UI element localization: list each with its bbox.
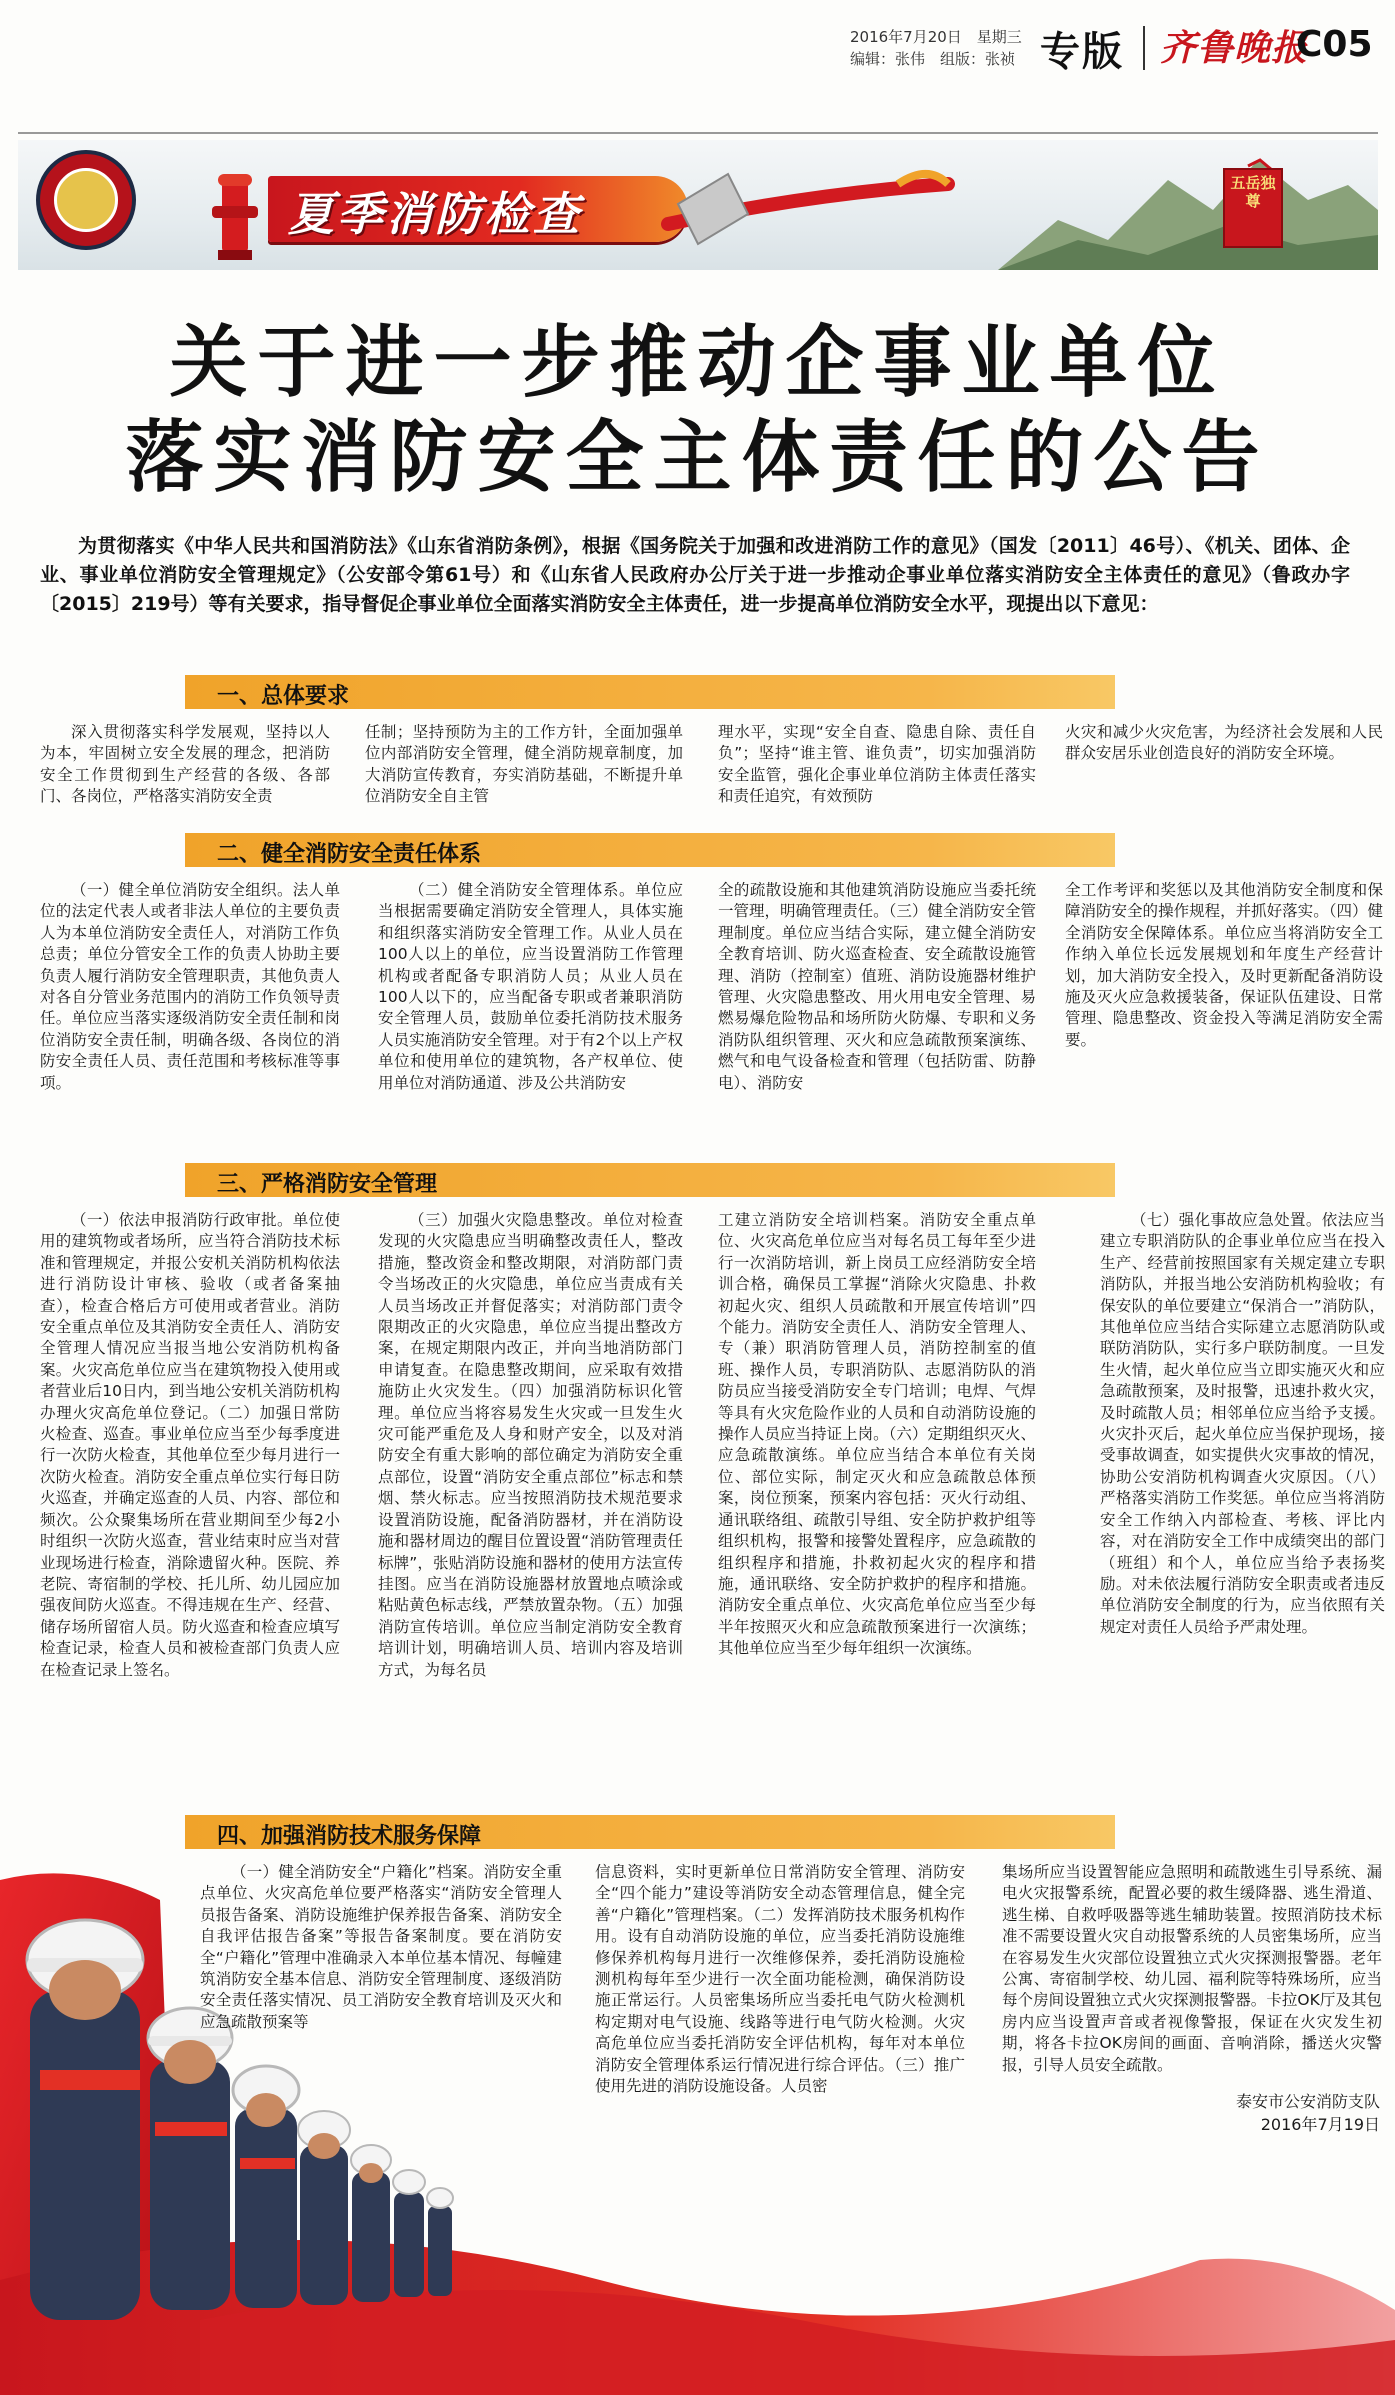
section-header-1 (185, 675, 1115, 709)
emblem-center (54, 168, 118, 232)
paragraph: 火灾和减少火灾危害，为经济社会发展和人民群众安居乐业创造良好的消防安全环境。 (1065, 723, 1383, 763)
section-3-column-2 (378, 1210, 683, 1800)
fire-axe-icon (658, 154, 958, 264)
paragraph: （三）加强火灾隐患整改。单位对检查发现的火灾隐患应当明确整改责任人，整改措施，整改资金和整改期限，对消防部门责令当场改正的火灾隐患，单位应当责成有关人员当场改正并督促落实；对消防部门责令限期改正的火灾隐患，单位应当提出整改方案，在规定期限内改正，并向当地消防部门申请复查。在隐患整改期间，应采取有效措施防止火灾发生。（四）加强消防标识化管理。单位应当将容易发生火灾或一旦发生火灾可能严重危及人身和财产安全，以及对消防安全有重大影响的部位确定为消防安全重点部位，设置“消防安全重点部位”标志和禁烟、禁火标志。应当按照消防技术规范要求设置消防设施，配备消防器材，并在消防设施和器材周边的醒目位置设置“消防管理责任标牌”，张贴消防设施和器材的使用方法宣传挂图。应当在消防设施器材放置地点喷涂或粘贴黄色标志线，严禁放置杂物。（五）加强消防宣传培训。单位应当制定消防安全教育培训计划，明确培训人员、培训内容及培训方式，为每名员 (378, 1211, 683, 1679)
paragraph: （一）健全消防安全“户籍化”档案。消防安全重点单位、火灾高危单位要严格落实“消防安全管理人员报告备案、消防设施维护保养报告备案、消防安全自我评估报告备案”等报告备案制度。要在消防安全“户籍化”管理中准确录入本单位基本情况、每幢建筑消防安全基本信息、消防安全管理制度、逐级消防安全责任落实情况、员工消防安全教育培训及灭火和应急疏散预案等 (200, 1863, 562, 2031)
paragraph: 全工作考评和奖惩以及其他消防安全制度和保障消防安全的操作规程，并抓好落实。（四）健全消防安全保障体系。单位应当将消防安全工作纳入单位长远发展规划和年度生产经营计划，加大消防安全投入，及时更新配备消防设施及灭火应急救援装备，保证队伍建设、日常管理、隐患整改、资金投入等满足消防安全需要。 (1065, 881, 1383, 1049)
section-4-column-2 (595, 1862, 965, 2182)
paragraph: 任制；坚持预防为主的工作方针，全面加强单位内部消防安全管理，健全消防规章制度，加大消防宣传教育，夯实消防基础，不断提升单位消防安全自主管 (365, 723, 683, 806)
banner-title: 夏季消防检查 (288, 187, 582, 241)
headline-line-2: 落实消防安全主体责任的公告 (125, 412, 1270, 503)
section-title: 一、总体要求 (217, 684, 350, 709)
section-1-column-1 (40, 722, 330, 820)
section-header-3 (185, 1163, 1115, 1197)
mountain-illustration (998, 140, 1378, 270)
masthead-rule (18, 132, 1378, 134)
section-header-4 (185, 1815, 1115, 1849)
section-title: 三、严格消防安全管理 (217, 1172, 438, 1197)
intro-paragraph: 为贯彻落实《中华人民共和国消防法》《山东省消防条例》，根据《国务院关于加强和改进消防工作的意见》（国发〔2011〕46号）、《机关、团体、企业、事业单位消防安全管理规定》（公安部令第61号）和《山东省人民政府办公厅关于进一步推动企事业单位落实消防安全主体责任的意见》（鲁政办字〔2015〕219号）等有关要求，指导督促企事业单位全面落实消防安全主体责任，进一步提高单位消防安全水平，现提出以下意见： (40, 535, 1350, 615)
paragraph: 深入贯彻落实科学发展观，坚持以人为本，牢固树立安全发展的理念，把消防安全工作贯彻到生产经营的各级、各部门、各岗位，严格落实消防安全责 (40, 723, 330, 806)
paragraph: 全的疏散设施和其他建筑消防设施应当委托统一管理，明确管理责任。（三）健全消防安全管理制度。单位应当结合实际，建立健全消防安全教育培训、防火巡查检查、安全疏散设施管理、消防（控制室）值班、消防设施器材维护管理、火灾隐患整改、用火用电安全管理、易燃易爆危险物品和场所防火防爆、专职和义务消防队组织管理、灭火和应急疏散预案演练、燃气和电气设备检查和管理（包括防雷、防静电）、消防安 (718, 881, 1036, 1092)
section-banner (18, 140, 1378, 270)
seal-text: 五岳独尊 (1230, 174, 1276, 210)
section-3-column-3 (718, 1210, 1036, 1800)
section-4-column-3 (1002, 1862, 1382, 2087)
signature-date: 2016年7月19日 (1260, 2115, 1380, 2134)
paragraph: （一）健全单位消防安全组织。法人单位的法定代表人或者非法人单位的主要负责人为本单位消防安全责任人，对消防工作负总责；单位分管安全工作的负责人协助主要负责人履行消防安全管理职责，其他负责人对各自分管业务范围内的消防工作负领导责任。单位应当落实逐级消防安全责任制和岗位消防安全责任制，明确各级、各岗位的消防安全责任人员、责任范围和考核标准等事项。 (40, 881, 340, 1092)
paragraph: （二）健全消防安全管理体系。单位应当根据需要确定消防安全管理人，具体实施和组织落实消防安全管理工作。从业人员在100人以上的单位，应当设置消防工作管理机构或者配备专职消防人员；从业人员在100人以下的，应当配备专职或者兼职消防安全管理人员，鼓励单位委托消防技术服务人员实施消防安全管理。对于有2个以上产权单位和使用单位的建筑物，各产权单位、使用单位对消防通道、涉及公共消防安 (378, 881, 683, 1092)
edition-label: 专版 (1040, 29, 1124, 75)
headline-line-1: 关于进一步推动企事业单位 (169, 317, 1226, 408)
section-1-column-3 (718, 722, 1036, 820)
section-2-column-3 (718, 880, 1036, 1145)
paragraph: （一）依法申报消防行政审批。单位使用的建筑物或者场所，应当符合消防技术标准和管理规定，并报公安机关消防机构依法进行消防设计审核、验收（或者备案抽查），检查合格后方可使用或者营业。消防安全重点单位及其消防安全责任人、消防安全管理人情况应当报当地公安消防机构备案。火灾高危单位应当在建筑物投入使用或者营业后10日内，到当地公安机关消防机构办理火灾高危单位登记。（二）加强日常防火检查、巡查。事业单位应当至少每季度进行一次防火检查，其他单位至少每月进行一次防火检查。消防安全重点单位实行每日防火巡查，并确定巡查的人员、内容、部位和频次。公众聚集场所在营业期间至少每2小时组织一次防火巡查，营业结束时应当对营业现场进行检查，消除遗留火种。医院、养老院、寄宿制的学校、托儿所、幼儿园应加强夜间防火巡查。不得违规在生产、经营、储存场所留宿人员。防火巡查和检查应填写检查记录，检查人员和被检查部门负责人应在检查记录上签名。 (40, 1211, 340, 1679)
masthead-divider (1143, 26, 1145, 70)
signature-block (1150, 2090, 1380, 2136)
section-2-column-1 (40, 880, 340, 1145)
issue-date: 2016年7月20日 星期三 (850, 28, 1022, 46)
paragraph: 工建立消防安全培训档案。消防安全重点单位、火灾高危单位应当对每名员工每年至少进行一次消防培训，新上岗员工应经消防安全培训合格，确保员工掌握“消除火灾隐患、扑救初起火灾、组织人员疏散和开展宣传培训”四个能力。消防安全责任人、消防安全管理人、专（兼）职消防管理人员，消防控制室的值班、操作人员，专职消防队、志愿消防队的消防员应当接受消防安全专门培训；电焊、气焊等具有火灾危险作业的人员和自动消防设施的操作人员应当持证上岗。（六）定期组织灭火、应急疏散演练。单位应当结合本单位有关岗位、部位实际，制定灭火和应急疏散总体预案，岗位预案，预案内容包括：灭火行动组、通讯联络组、疏散引导组、安全防护救护组等组织机构，报警和接警处置程序，应急疏散的组织程序和措施，扑救初起火灾的程序和措施，通讯联络、安全防护救护的程序和措施。消防安全重点单位、火灾高危单位应当至少每半年按照灭火和应急疏散预案进行一次演练；其他单位应当至少每年组织一次演练。 (718, 1211, 1036, 1658)
section-4-column-1 (200, 1862, 562, 2117)
editor-credits: 编辑：张伟 组版：张祯 (850, 50, 1016, 68)
section-title: 四、加强消防技术服务保障 (217, 1824, 482, 1849)
paragraph: （七）强化事故应急处置。依法应当建立专职消防队的企事业单位应当在投入生产、经营前按照国家有关规定建立专职消防队，并报当地公安消防机构验收；有保安队的单位要建立“保消合一”消防队，其他单位应当结合实际建立志愿消防队或联防消防队，实行多户联防制度。一旦发生火情，起火单位应当立即实施灭火和应急疏散预案，及时报警，迅速扑救火灾，及时疏散人员；相邻单位应当给予支援。火灾扑灭后，起火单位应当保护现场，接受事故调查，如实提供火灾事故的情况，协助公安消防机构调查火灾原因。（八）严格落实消防工作奖惩。单位应当将消防安全工作纳入内部检查、考核、评比内容，对在消防安全工作中成绩突出的部门（班组）和个人，单位应当给予表扬奖励。对未依法履行消防安全职责或者违反单位消防安全制度的行为，应当依照有关规定对责任人员给予严肃处理。 (1100, 1211, 1385, 1636)
signature-org: 泰安市公安消防支队 (1235, 2092, 1380, 2111)
section-2-column-4 (1065, 880, 1383, 1145)
section-3-column-4 (1100, 1210, 1385, 1755)
page-number: C05 (1296, 24, 1373, 65)
fire-hydrant-icon (208, 162, 262, 262)
section-1-column-4 (1065, 722, 1383, 820)
section-3-column-1 (40, 1210, 340, 1800)
section-2-column-2 (378, 880, 683, 1145)
paragraph: 集场所应当设置智能应急照明和疏散逃生引导系统、漏电火灾报警系统，配置必要的救生缓降器、逃生滑道、逃生梯、自救呼吸器等逃生辅助装置。按照消防技术标准不需要设置火灾自动报警系统的人员密集场所，应当在容易发生火灾部位设置独立式火灾探测报警器。老年公寓、寄宿制学校、幼儿园、福利院等特殊场所，应当每个房间设置独立式火灾探测报警器。卡拉OK厅及其包房内应当设置声音或者视像警报，保证在火灾发生初期，将各卡拉OK房间的画面、音响消除，播送火灾警报，引导人员安全疏散。 (1002, 1863, 1382, 2074)
section-header-2 (185, 833, 1115, 867)
section-1-column-2 (365, 722, 683, 820)
section-title: 二、健全消防安全责任体系 (217, 842, 482, 867)
taishan-seal (1223, 168, 1283, 248)
paragraph: 信息资料，实时更新单位日常消防安全管理、消防安全“四个能力”建设等消防安全动态管理信息，健全完善“户籍化”管理档案。（二）发挥消防技术服务机构作用。设有自动消防设施的单位，应当委托消防设施维修保养机构每月进行一次维修保养，委托消防设施检测机构每年至少进行一次全面功能检测，确保消防设施正常运行。人员密集场所应当委托电气防火检测机构定期对电气设施、线路等进行电气防火检测。火灾高危单位应当委托消防安全评估机构，每年对本单位消防安全管理体系运行情况进行综合评估。（三）推广使用先进的消防设施设备。人员密 (595, 1863, 965, 2096)
paragraph: 理水平，实现“安全自查、隐患自除、责任自负”；坚持“谁主管、谁负责”，切实加强消防安全监管，强化企事业单位消防主体责任落实和责任追究，有效预防 (718, 723, 1036, 806)
fire-department-emblem (36, 150, 136, 250)
newspaper-logo: 齐鲁晚报 (1160, 27, 1309, 69)
